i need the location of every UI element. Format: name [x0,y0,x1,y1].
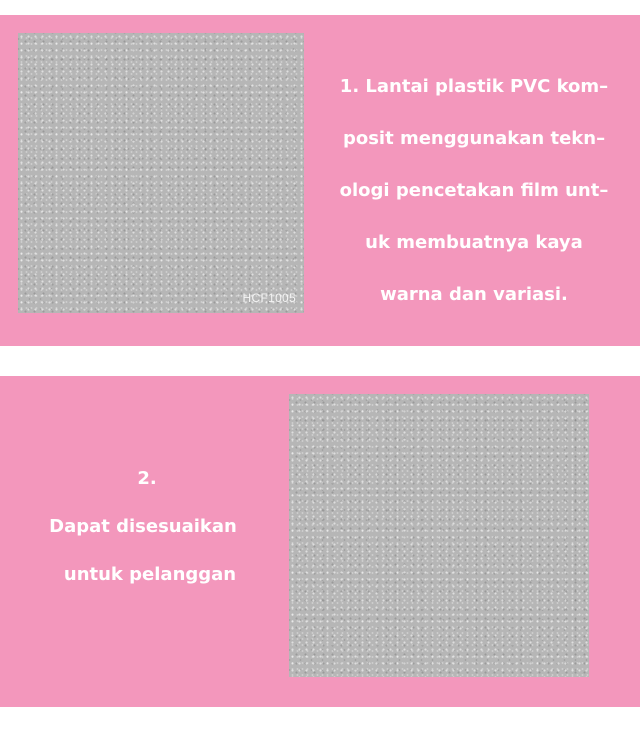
pvc-tile-image-1 [18,33,304,313]
feature-description-1 [318,66,630,326]
description-line: 1. Lantai plastik PVC kom– [339,76,609,97]
description-line: uk membuatnya kaya [365,232,583,253]
description-line: ologi pencetakan film unt– [339,180,609,201]
feature-number: 2. [137,468,157,489]
description-line: untuk pelanggan [63,564,237,585]
description-line: warna dan variasi. [380,284,568,305]
description-line: Dapat disesuaikan [49,516,237,537]
description-line: posit menggunakan tekn– [342,128,606,149]
tile-product-code: HCF1005 [242,291,296,305]
feature-description-2 [22,458,272,602]
pvc-tile-image-2 [289,394,589,677]
